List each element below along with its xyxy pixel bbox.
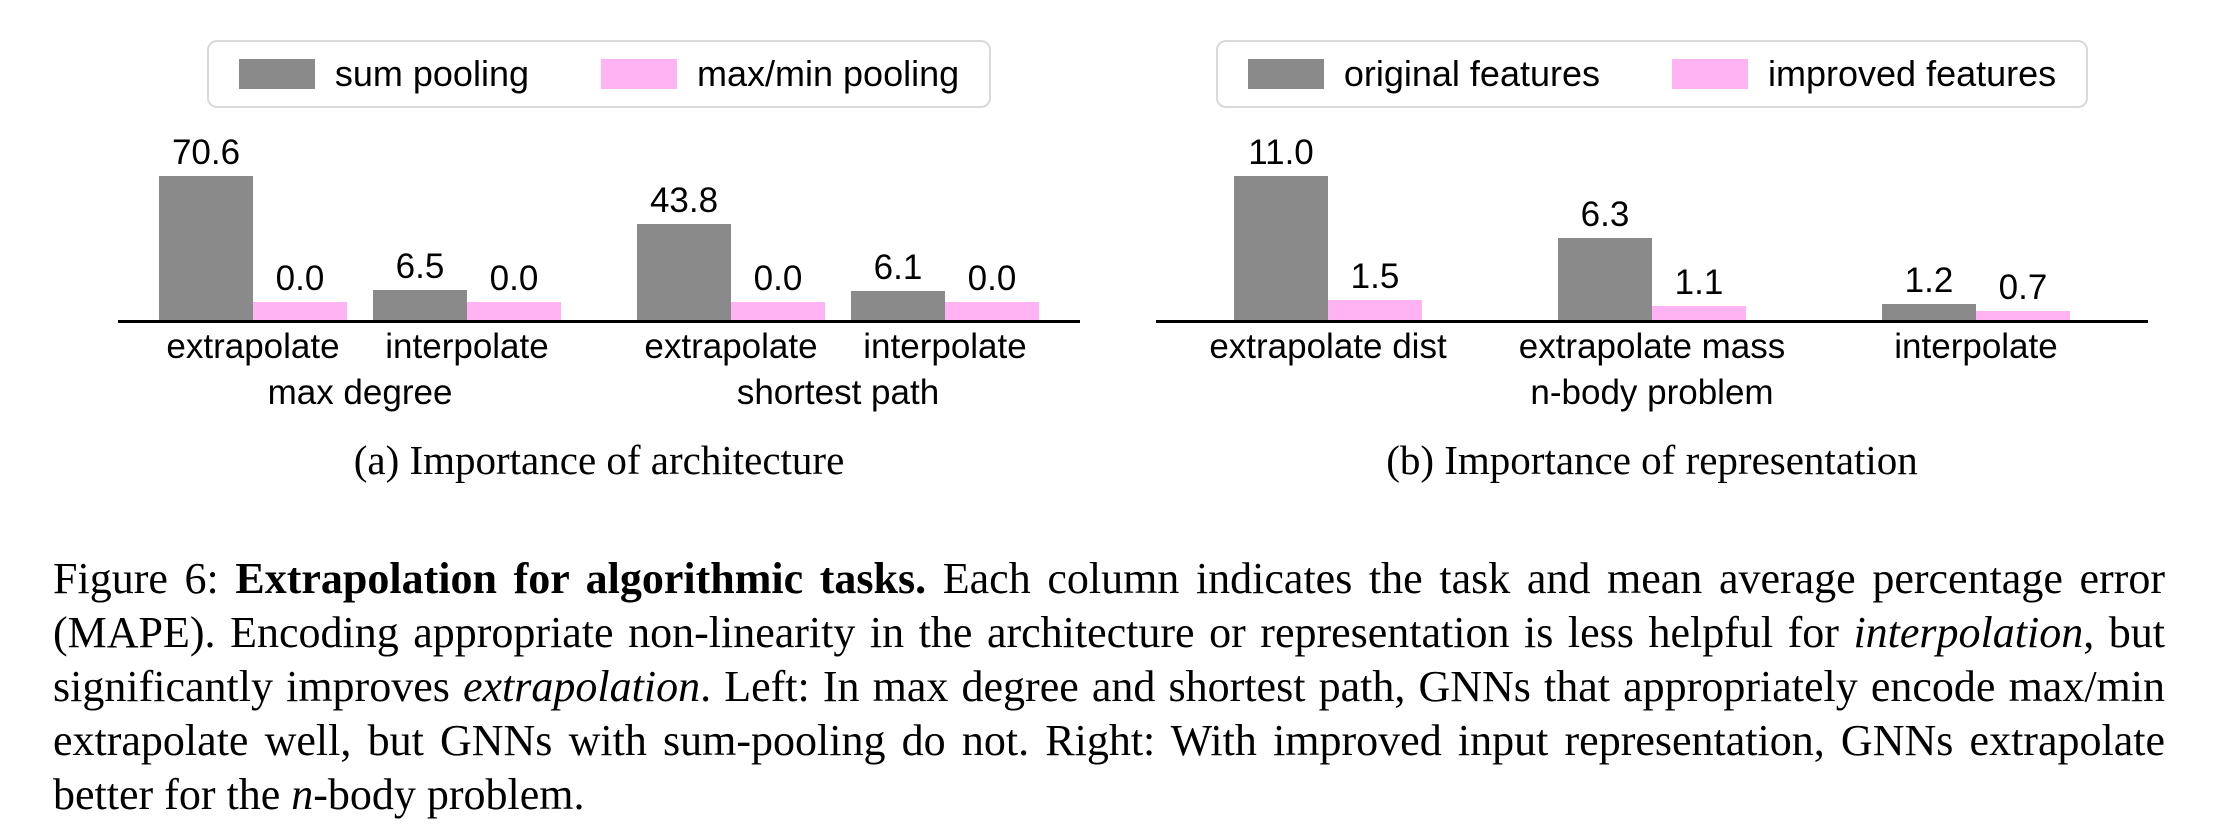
legend-row (118, 40, 1080, 120)
category-extrapolate-mass (1490, 194, 1814, 320)
bar-sum-pooling (373, 290, 467, 320)
caption-segment-italic: n (291, 770, 314, 819)
bar-unit-max-min-pooling (253, 261, 347, 320)
legend-entry-sum-pooling (239, 54, 529, 94)
tick-group-n-body-problem (1166, 326, 2138, 368)
bar-pair (1558, 194, 1746, 320)
caption-segment-normal: , but significantly improves (53, 608, 2165, 711)
bar-improved-features (1976, 311, 2070, 320)
chart-importance-of-architecture (118, 40, 1080, 484)
legend-row (1156, 40, 2148, 120)
x-tick-label: extrapolate dist (1209, 327, 1447, 366)
category-extrapolate (624, 183, 838, 320)
tick-group-max-degree (146, 326, 574, 368)
x-tick-label: interpolate (385, 327, 549, 366)
legend (207, 40, 991, 108)
bar-value-label: 43.8 (649, 181, 719, 220)
bar-unit-sum-pooling (637, 183, 731, 320)
bar-sum-pooling (851, 291, 945, 320)
bar-unit-sum-pooling (373, 249, 467, 320)
caption-segment-normal: Figure 6: (53, 554, 236, 603)
subcaption-b: (b) Importance of representation (1386, 437, 1918, 483)
bar-original-features (1234, 176, 1328, 320)
x-axis-group-labels (1156, 372, 2148, 414)
caption-segment-italic: extrapolation (462, 662, 701, 711)
bar-original-features (1882, 304, 1976, 320)
bar-max-min-pooling (945, 302, 1039, 320)
legend-swatch-original-features (1248, 59, 1324, 89)
caption-segment-normal: . Left: In max degree and shortest path, GNNs that appropriately encode max/min extrapolate well, but GNNs with sum-pooling do not. Right: With improved input representation, GNNs extrapolate better for the (53, 662, 2165, 819)
legend-swatch-improved-features (1672, 59, 1748, 89)
legend (1216, 40, 2088, 108)
legend-entry-improved-features (1672, 54, 2056, 94)
bar-value-label: 6.3 (1580, 194, 1630, 234)
bar-value-label: 0.7 (1998, 267, 2048, 307)
bar-value-label: 1.2 (1904, 261, 1954, 301)
x-group-label-shortest-path: shortest path (736, 373, 940, 412)
group-gap (574, 372, 624, 414)
legend-swatch-sum-pooling (239, 59, 315, 89)
category-extrapolate (146, 135, 360, 320)
bar-unit-original-features (1558, 194, 1652, 320)
legend-label: improved features (1768, 53, 2057, 94)
caption-segment-italic: interpolation (1853, 608, 2084, 657)
bar-value-label: 6.5 (395, 247, 445, 287)
legend-label: sum pooling (334, 53, 529, 94)
bar-sum-pooling (159, 176, 253, 320)
bar-value-label: 1.1 (1674, 262, 1724, 302)
bar-max-min-pooling (253, 302, 347, 320)
tick-group-shortest-path (624, 326, 1052, 368)
legend-entry-original-features (1248, 54, 1600, 94)
category-extrapolate-dist (1166, 135, 1490, 320)
bar-max-min-pooling (467, 302, 561, 320)
bar-unit-sum-pooling (159, 135, 253, 320)
bar-value-label: 0.0 (275, 259, 325, 298)
bar-pair (1882, 263, 2070, 320)
x-axis-category-labels (1156, 326, 2148, 368)
bar-unit-improved-features (1976, 267, 2070, 320)
bar-unit-max-min-pooling (467, 261, 561, 320)
bar-pair (851, 250, 1039, 320)
category-interpolate (360, 249, 574, 320)
bar-unit-improved-features (1328, 259, 1422, 320)
bar-value-label: 70.6 (171, 133, 241, 173)
bar-max-min-pooling (731, 302, 825, 320)
legend-entry-max-min-pooling (601, 54, 959, 94)
bar-unit-max-min-pooling (731, 261, 825, 320)
bar-value-label: 11.0 (1248, 133, 1314, 173)
caption-segment-normal: -body problem. (313, 770, 585, 819)
bar-value-label: 0.0 (489, 259, 539, 298)
bar-unit-sum-pooling (851, 250, 945, 320)
bar-original-features (1558, 238, 1652, 320)
plot-area (1156, 120, 2148, 323)
bar-value-label: 0.0 (967, 259, 1017, 298)
x-axis-category-labels (118, 326, 1080, 368)
x-tick-label: interpolate (863, 327, 1027, 366)
legend-label: max/min pooling (697, 53, 960, 94)
x-tick-label: interpolate (1894, 327, 2058, 366)
category-interpolate (1814, 263, 2138, 320)
caption-segment-bold: Extrapolation for algorithmic tasks. (235, 554, 927, 603)
bar-pair (373, 249, 561, 320)
category-interpolate (838, 250, 1052, 320)
caption-segment-normal: Each column indicates the task and mean average percentage error (MAPE). Encoding appropriate non-linearity in the architecture or representation is less helpful for (53, 554, 2165, 657)
x-tick-label: extrapolate (644, 327, 818, 366)
bar-improved-features (1328, 300, 1422, 320)
bar-sum-pooling (637, 224, 731, 320)
bar-value-label: 1.5 (1350, 257, 1400, 297)
bar-improved-features (1652, 306, 1746, 320)
bar-unit-improved-features (1652, 262, 1746, 320)
chart-importance-of-representation (1156, 40, 2148, 484)
bar-value-label: 6.1 (873, 248, 923, 288)
x-group-label-n-body-problem: n-body problem (1530, 373, 1774, 412)
bar-unit-original-features (1234, 135, 1328, 320)
bar-pair (637, 183, 825, 320)
plot-area (118, 120, 1080, 323)
bar-pair (159, 135, 347, 320)
bar-group-shortest-path (624, 183, 1052, 320)
x-group-label-max-degree: max degree (267, 373, 453, 412)
bar-pair (1234, 135, 1422, 320)
x-axis-group-labels (118, 372, 1080, 414)
subcaption-a: (a) Importance of architecture (353, 437, 845, 483)
x-tick-label: extrapolate (166, 327, 340, 366)
legend-swatch-max-min-pooling (601, 59, 677, 89)
bar-unit-max-min-pooling (945, 261, 1039, 320)
x-tick-label: extrapolate mass (1518, 327, 1786, 366)
bar-value-label: 0.0 (753, 259, 803, 298)
bar-group-n-body-problem (1166, 135, 2138, 320)
legend-label: original features (1343, 53, 1600, 94)
bar-group-max-degree (146, 135, 574, 320)
bar-unit-original-features (1882, 263, 1976, 320)
figure-caption (53, 552, 2165, 822)
